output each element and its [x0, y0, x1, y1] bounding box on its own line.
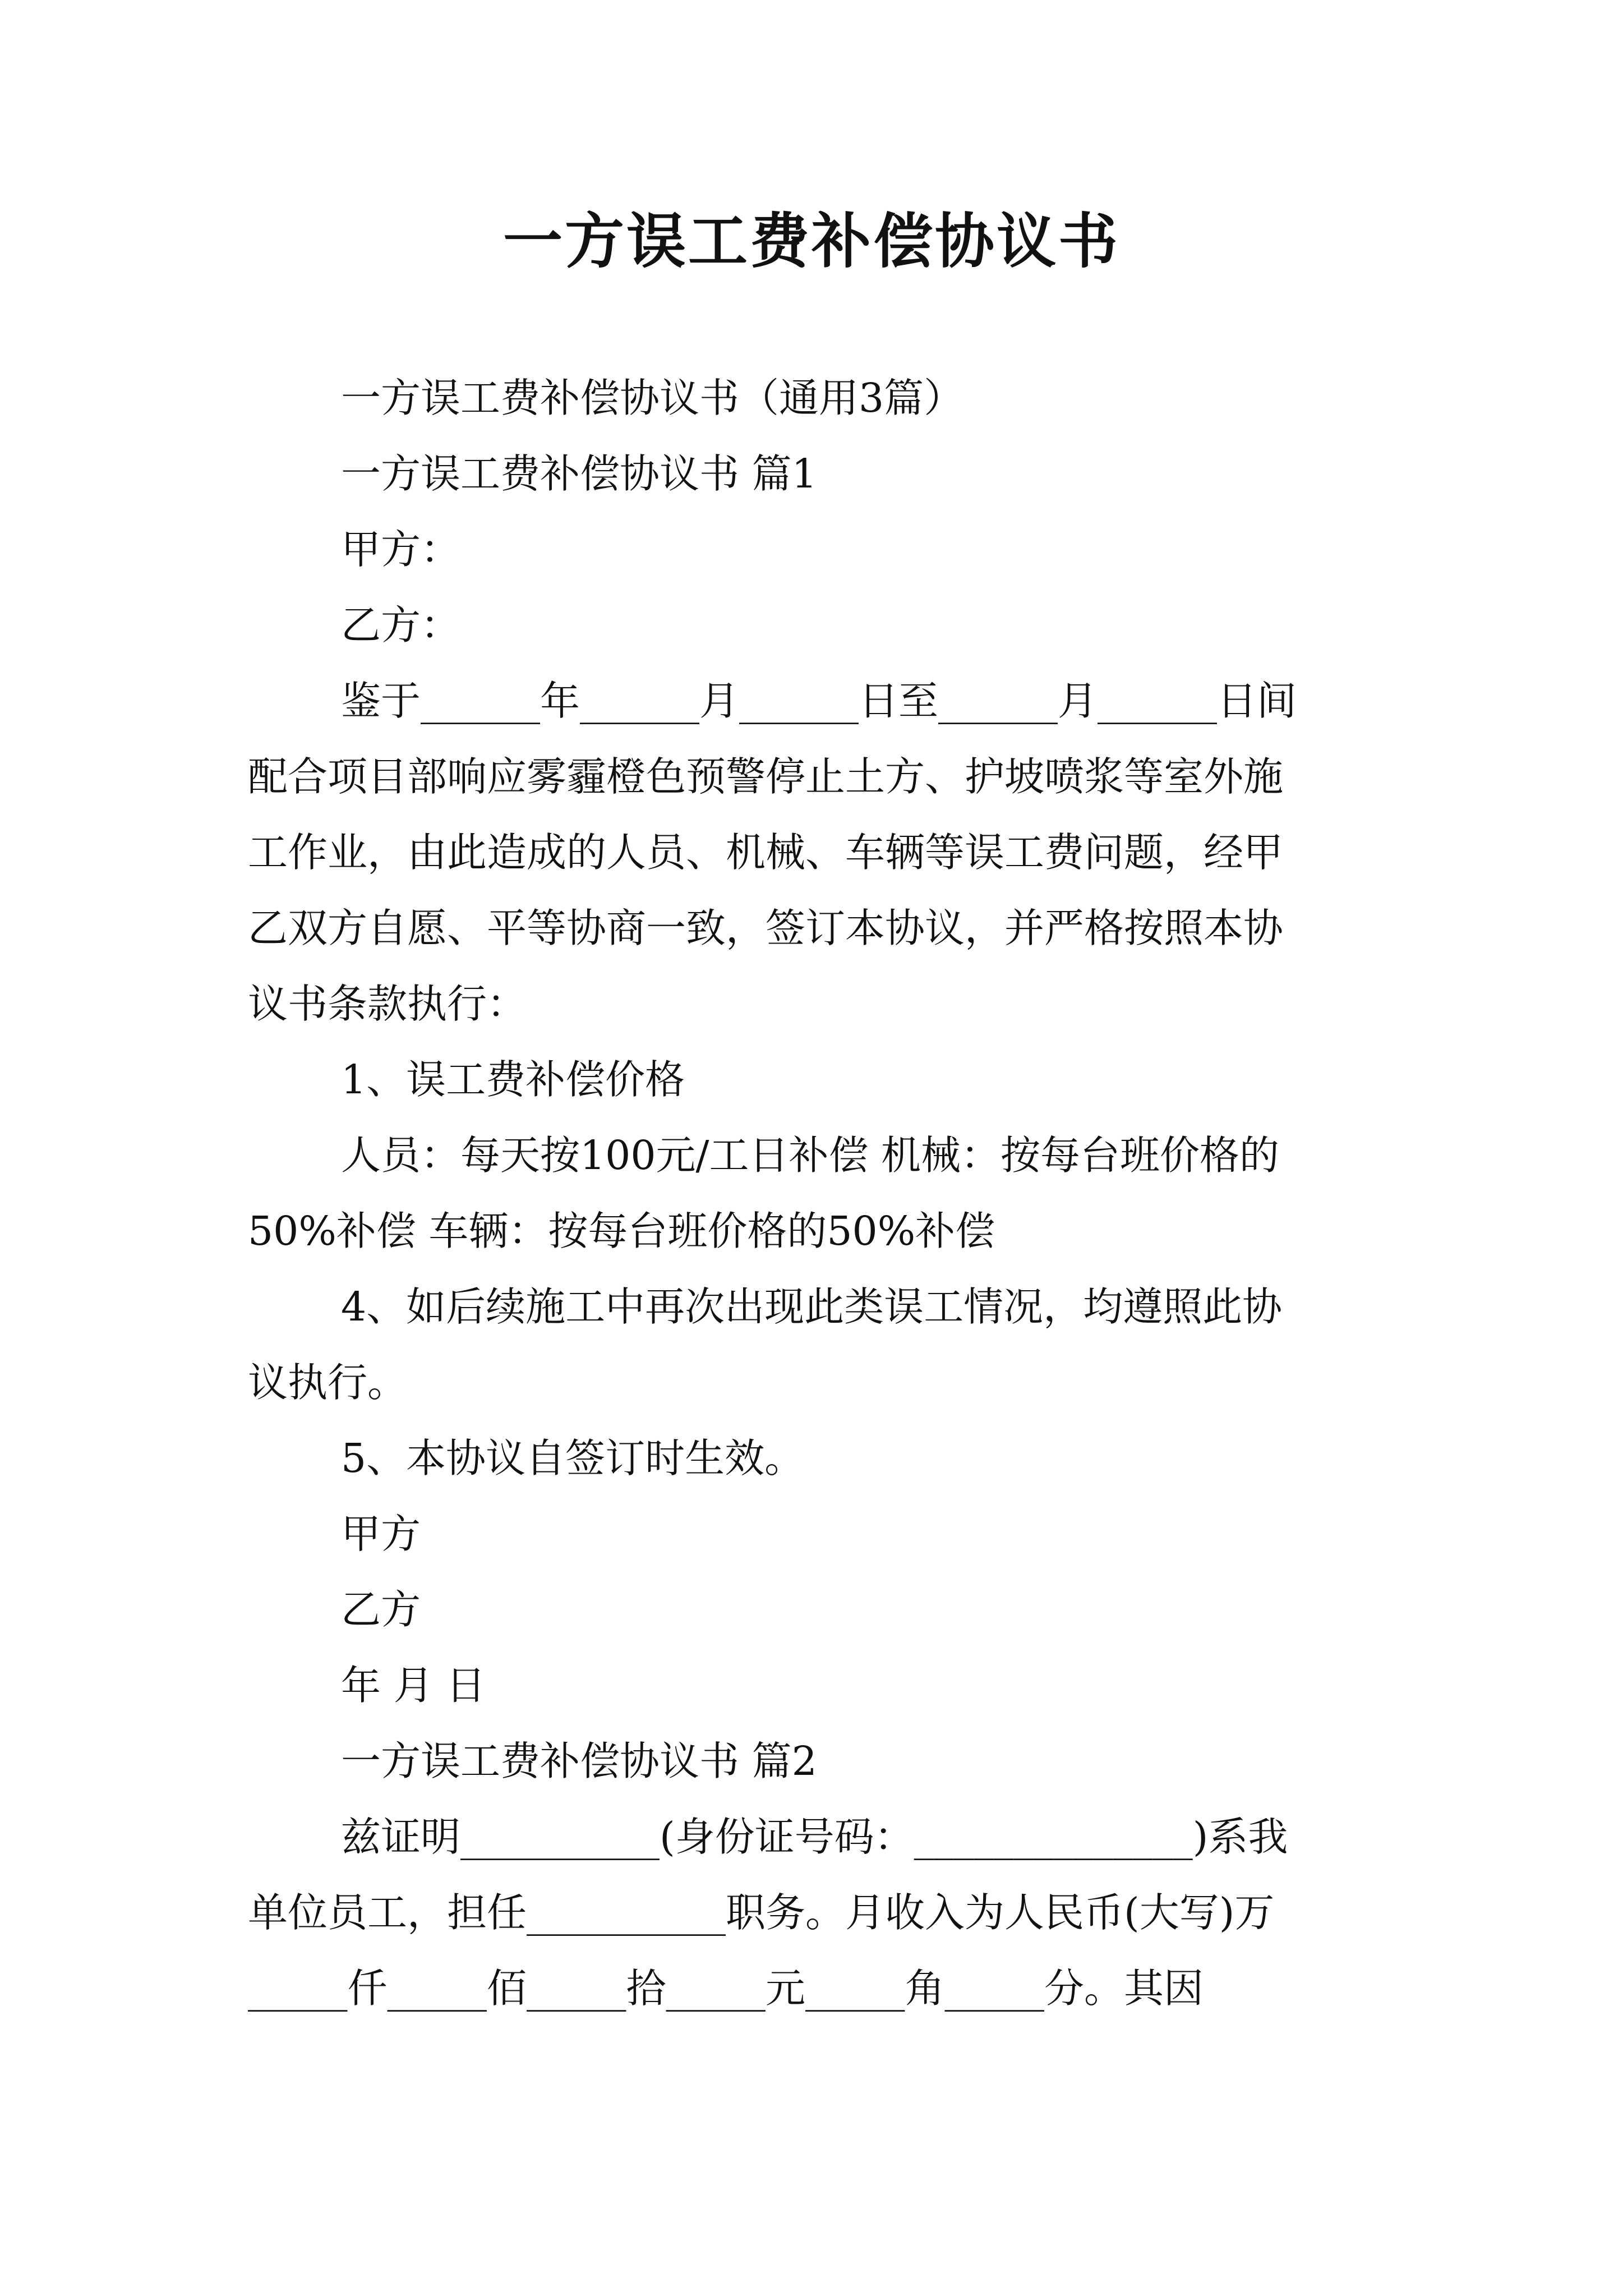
paragraph-line: 鉴于______年______月______日至______月______日间 — [341, 678, 1297, 724]
party-a-line: 甲方： — [341, 526, 461, 573]
subtitle-line: 一方误工费补偿协议书（通用3篇） — [341, 375, 964, 421]
paragraph-line: 4、如后续施工中再次出现此类误工情况，均遵照此协 — [341, 1283, 1283, 1330]
paragraph-line: 单位员工，担任__________职务。月收入为人民币(大写)万 — [248, 1889, 1275, 1936]
signature-party-b: 乙方 — [341, 1586, 421, 1633]
section-heading-2: 一方误工费补偿协议书 篇2 — [341, 1738, 817, 1784]
paragraph-line: 议执行。 — [248, 1359, 408, 1406]
clause-line: 5、本协议自签订时生效。 — [341, 1435, 805, 1481]
clause-heading: 1、误工费补偿价格 — [341, 1056, 685, 1103]
paragraph-line: 议书条款执行： — [248, 981, 527, 1027]
paragraph-line: 50%补偿 车辆：按每台班价格的50%补偿 — [248, 1208, 995, 1254]
paragraph-line: 人员：每天按100元/工日补偿 机械：按每台班价格的 — [341, 1132, 1280, 1179]
party-b-line: 乙方： — [341, 602, 461, 648]
paragraph-line: 兹证明__________(身份证号码：______________)系我 — [341, 1814, 1288, 1860]
paragraph-line: 工作业，由此造成的人员、机械、车辆等误工费问题，经甲 — [248, 829, 1284, 876]
section-heading-1: 一方误工费补偿协议书 篇1 — [341, 450, 817, 497]
paragraph-line: _____仟_____佰_____拾_____元_____角_____分。其因 — [248, 1965, 1204, 2012]
paragraph-line: 乙双方自愿、平等协商一致，签订本协议，并严格按照本协 — [248, 905, 1284, 951]
document-title: 一方误工费补偿协议书 — [503, 206, 1120, 276]
signature-date: 年 月 日 — [341, 1662, 486, 1709]
signature-party-a: 甲方 — [341, 1511, 421, 1557]
paragraph-line: 配合项目部响应雾霾橙色预警停止土方、护坡喷浆等室外施 — [248, 753, 1284, 800]
